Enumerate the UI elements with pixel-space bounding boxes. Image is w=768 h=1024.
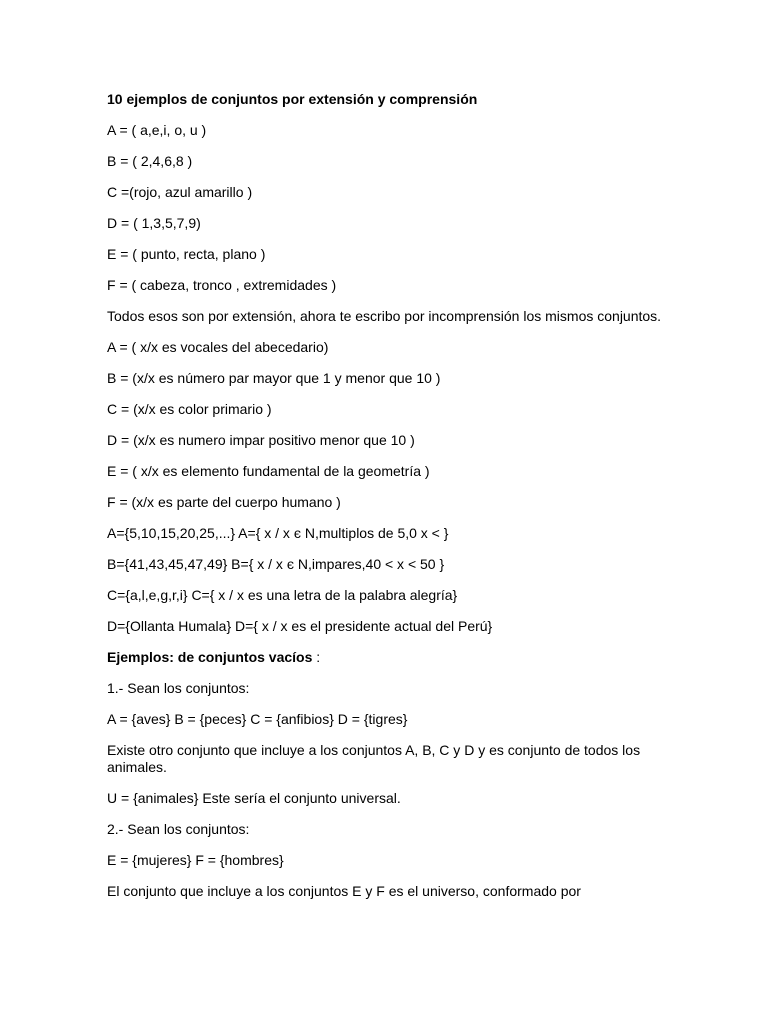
extension-line-f: F = ( cabeza, tronco , extremidades ) [107, 277, 337, 293]
comprension-line-c: C = (x/x es color primario ) [107, 401, 272, 417]
comprension-line-b: B = (x/x es número par mayor que 1 y menor que 10 ) [107, 370, 441, 386]
example1-sets: A = {aves} B = {peces} C = {anfibios} D = {tigres} [107, 711, 408, 727]
vacios-heading [107, 649, 667, 666]
example2-sets: E = {mujeres} F = {hombres} [107, 852, 284, 868]
comprension-line-d: D = (x/x es numero impar positivo menor que 10 ) [107, 432, 415, 448]
example1-intro: 1.- Sean los conjuntos: [107, 680, 250, 696]
extension-line-d: D = ( 1,3,5,7,9) [107, 215, 201, 231]
example1-text: Existe otro conjunto que incluye a los conjuntos A, B, C y D y es conjunto de todos los animales. [107, 742, 641, 775]
vacios-heading-tail: : [312, 649, 321, 665]
extension-line-e: E = ( punto, recta, plano ) [107, 246, 266, 262]
pair-line-b: B={41,43,45,47,49} B={ x / x є N,impares,40 < x < 50 } [107, 556, 445, 572]
pair-line-d: D={Ollanta Humala} D={ x / x es el presidente actual del Perú} [107, 618, 493, 634]
pair-line-a: A={5,10,15,20,25,...} A={ x / x є N,multiplos de 5,0 x < } [107, 525, 449, 541]
example1-universe: U = {animales} Este sería el conjunto universal. [107, 790, 401, 806]
document-title: 10 ejemplos de conjuntos por extensión y comprensión [107, 91, 478, 107]
document-page [107, 91, 667, 914]
pair-line-c: C={a,l,e,g,r,i} C={ x / x es una letra de la palabra alegría} [107, 587, 458, 603]
extension-line-a: A = ( a,e,i, o, u ) [107, 122, 207, 138]
vacios-heading-bold: Ejemplos: de conjuntos vacíos [107, 649, 313, 665]
example2-intro: 2.- Sean los conjuntos: [107, 821, 250, 837]
comprension-line-f: F = (x/x es parte del cuerpo humano ) [107, 494, 341, 510]
extension-line-c: C =(rojo, azul amarillo ) [107, 184, 253, 200]
extension-line-b: B = ( 2,4,6,8 ) [107, 153, 193, 169]
comprension-line-e: E = ( x/x es elemento fundamental de la geometría ) [107, 463, 430, 479]
comprension-line-a: A = ( x/x es vocales del abecedario) [107, 339, 329, 355]
transition-paragraph: Todos esos son por extensión, ahora te escribo por incomprensión los mismos conjuntos. [107, 308, 662, 324]
example2-text: El conjunto que incluye a los conjuntos E y F es el universo, conformado por [107, 883, 581, 899]
